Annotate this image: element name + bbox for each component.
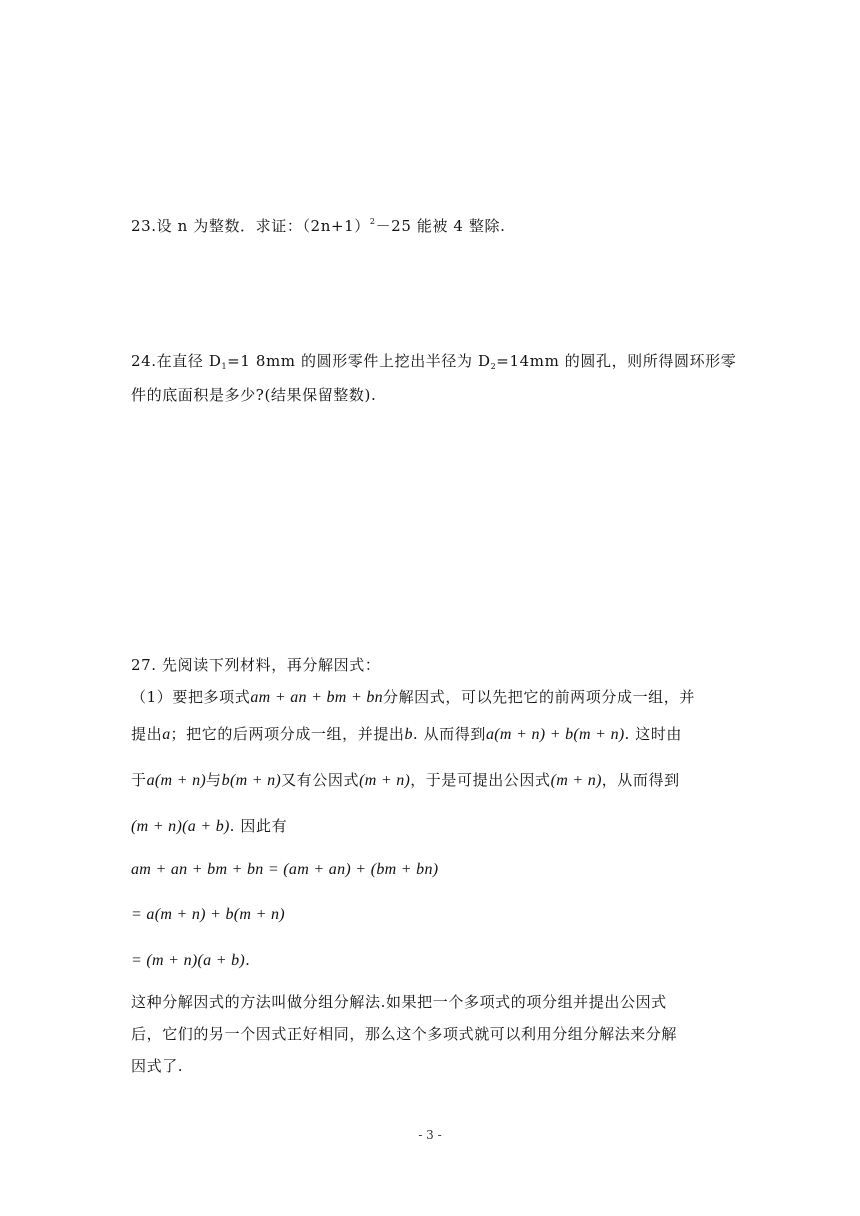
q27-equation-1: am + an + bm + bn = (am + an) + (bm + bn) <box>131 861 439 878</box>
q23-exponent: 2 <box>369 217 376 226</box>
q27-p2-text-a: 提出 <box>131 725 163 743</box>
question-27-title: 27. 先阅读下列材料，再分解因式： <box>131 656 381 674</box>
q27-p2-text-c: . 从而得到 <box>412 725 486 743</box>
question-23 <box>131 212 505 236</box>
q27-p3-math-2: b(m + n) <box>221 772 282 789</box>
page-number: - 3 - <box>418 1128 442 1142</box>
q27-conclusion-line1: 这种分解因式的方法叫做分组分解法.如果把一个多项式的项分组并提出公因式 <box>131 993 667 1011</box>
q27-p1-math: am + an + bm + bn <box>250 689 383 706</box>
q27-p3-math-1: a(m + n) <box>146 772 207 789</box>
q27-p1-text-a: （1）要把多项式 <box>131 688 251 706</box>
q27-equation-3: = (m + n)(a + b) <box>131 952 246 969</box>
q27-equation-3-line <box>131 950 250 971</box>
q27-p2-math-b: b <box>404 726 413 743</box>
q23-number: 23. <box>131 217 157 235</box>
question-24-line2: 件的底面积是多少?(结果保留整数). <box>131 386 377 404</box>
q23-text-a: 设 n 为整数．求证：（2n+1） <box>156 217 370 235</box>
q27-equation-3-period: . <box>245 951 251 969</box>
q27-p1-text-b: 分解因式，可以先把它的前两项分成一组，并 <box>382 688 695 706</box>
q27-p2-text-d: . 这时由 <box>624 725 683 743</box>
q27-paragraph-line4 <box>131 816 287 837</box>
q24-subscript-1: 1 <box>221 362 228 371</box>
q27-conclusion-line3: 因式了. <box>131 1057 184 1075</box>
q24-text-a: 24.在直径 D <box>131 352 222 370</box>
q27-p3-text-d: ，于是可提出公因式 <box>410 771 551 789</box>
q27-conclusion-line2: 后，它们的另一个因式正好相同，那么这个多项式就可以利用分组分解法来分解 <box>131 1025 678 1043</box>
q24-subscript-2: 2 <box>490 362 497 371</box>
q27-paragraph-line1 <box>131 687 695 708</box>
q27-p2-math-expr: a(m + n) + b(m + n) <box>485 726 625 743</box>
q24-text-c: =14mm 的圆孔，则所得圆环形零 <box>496 352 737 370</box>
q27-equation-2: = a(m + n) + b(m + n) <box>131 906 285 923</box>
q27-p3-math-4: (m + n) <box>550 772 602 789</box>
q27-p2-text-b: ；把它的后两项分成一组，并提出 <box>170 725 405 743</box>
q27-p2-math-a: a <box>162 726 171 743</box>
q27-p3-text-c: 又有公因式 <box>281 771 360 789</box>
q27-p4-math: (m + n)(a + b) <box>131 818 230 835</box>
q27-p4-text: . 因此有 <box>229 817 288 835</box>
q27-p3-text-a: 于 <box>131 771 147 789</box>
q27-p3-text-b: 与 <box>206 771 222 789</box>
q23-text-b: －25 能被 4 整除. <box>375 217 506 235</box>
q27-p3-text-e: ，从而得到 <box>601 771 680 789</box>
q27-paragraph-line2 <box>131 724 682 745</box>
q24-text-b: =1 8mm 的圆形零件上挖出半径为 D <box>227 352 491 370</box>
q27-p3-math-3: (m + n) <box>359 772 411 789</box>
q27-paragraph-line3 <box>131 770 680 791</box>
question-24-line1 <box>131 351 736 377</box>
